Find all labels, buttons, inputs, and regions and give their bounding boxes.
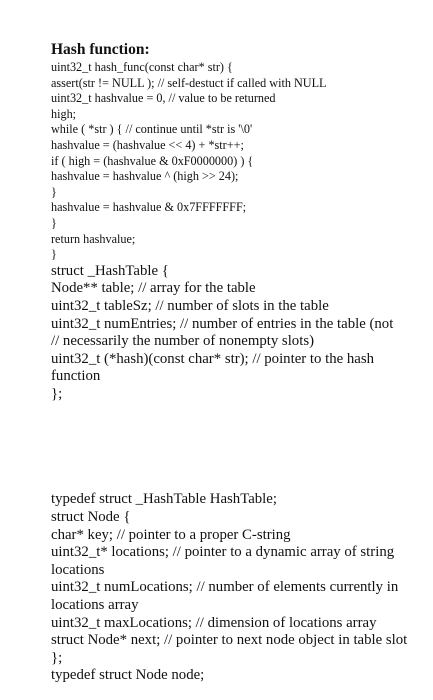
code-line: assert(str != NULL ); // self-destuct if called with NULL [51, 75, 327, 90]
hash-function-code [51, 60, 421, 263]
code-line: } [51, 215, 57, 230]
code-line: while ( *str ) { // continue until *str is '\0' [51, 122, 253, 137]
code-line: char* key; // pointer to a proper C-string [51, 526, 291, 543]
code-line: high; [51, 106, 77, 121]
code-line: return hashvalue; [51, 231, 136, 246]
code-line: typedef struct _HashTable HashTable; [51, 491, 277, 508]
code-line: uint32_t (*hash)(const char* str); // pointer to the hash function [51, 350, 374, 385]
document-page [51, 40, 421, 685]
code-line: uint32_t maxLocations; // dimension of locations array [51, 614, 377, 631]
code-line: if ( high = (hashvalue & 0xF0000000) ) { [51, 153, 254, 168]
code-line: uint32_t numLocations; // number of elements currently in locations array [51, 579, 399, 614]
code-line: typedef struct Node node; [51, 667, 205, 684]
code-line: struct Node* next; // pointer to next node object in table slot [51, 632, 408, 649]
code-line: uint32_t hash_func(const char* str) { [51, 60, 233, 74]
code-line: uint32_t numEntries; // number of entries in the table (not [51, 315, 394, 332]
code-line: uint32_t tableSz; // number of slots in the table [51, 297, 329, 314]
code-line: hashvalue = hashvalue ^ (high >> 24); [51, 169, 239, 184]
code-line: uint32_t hashvalue = 0, // value to be returned [51, 91, 276, 106]
code-line: Node** table; // array for the table [51, 280, 256, 297]
code-line: // necessarily the number of nonempty slots) [51, 333, 314, 350]
code-line: struct _HashTable { [51, 262, 169, 279]
code-line: hashvalue = (hashvalue << 4) + *str++; [51, 137, 244, 152]
code-line: } [51, 184, 57, 199]
hashtable-struct-code [51, 263, 421, 404]
code-line: }; [51, 385, 63, 402]
code-line: } [51, 247, 57, 262]
code-line: uint32_t* locations; // pointer to a dynamic array of string locations [51, 544, 395, 578]
blank-space [51, 403, 421, 491]
code-line: struct Node { [51, 509, 131, 526]
code-line: }; [51, 649, 63, 666]
node-struct-code [51, 491, 421, 685]
code-line: hashvalue = hashvalue & 0x7FFFFFFF; [51, 200, 247, 215]
section-heading: Hash function: [51, 41, 150, 58]
